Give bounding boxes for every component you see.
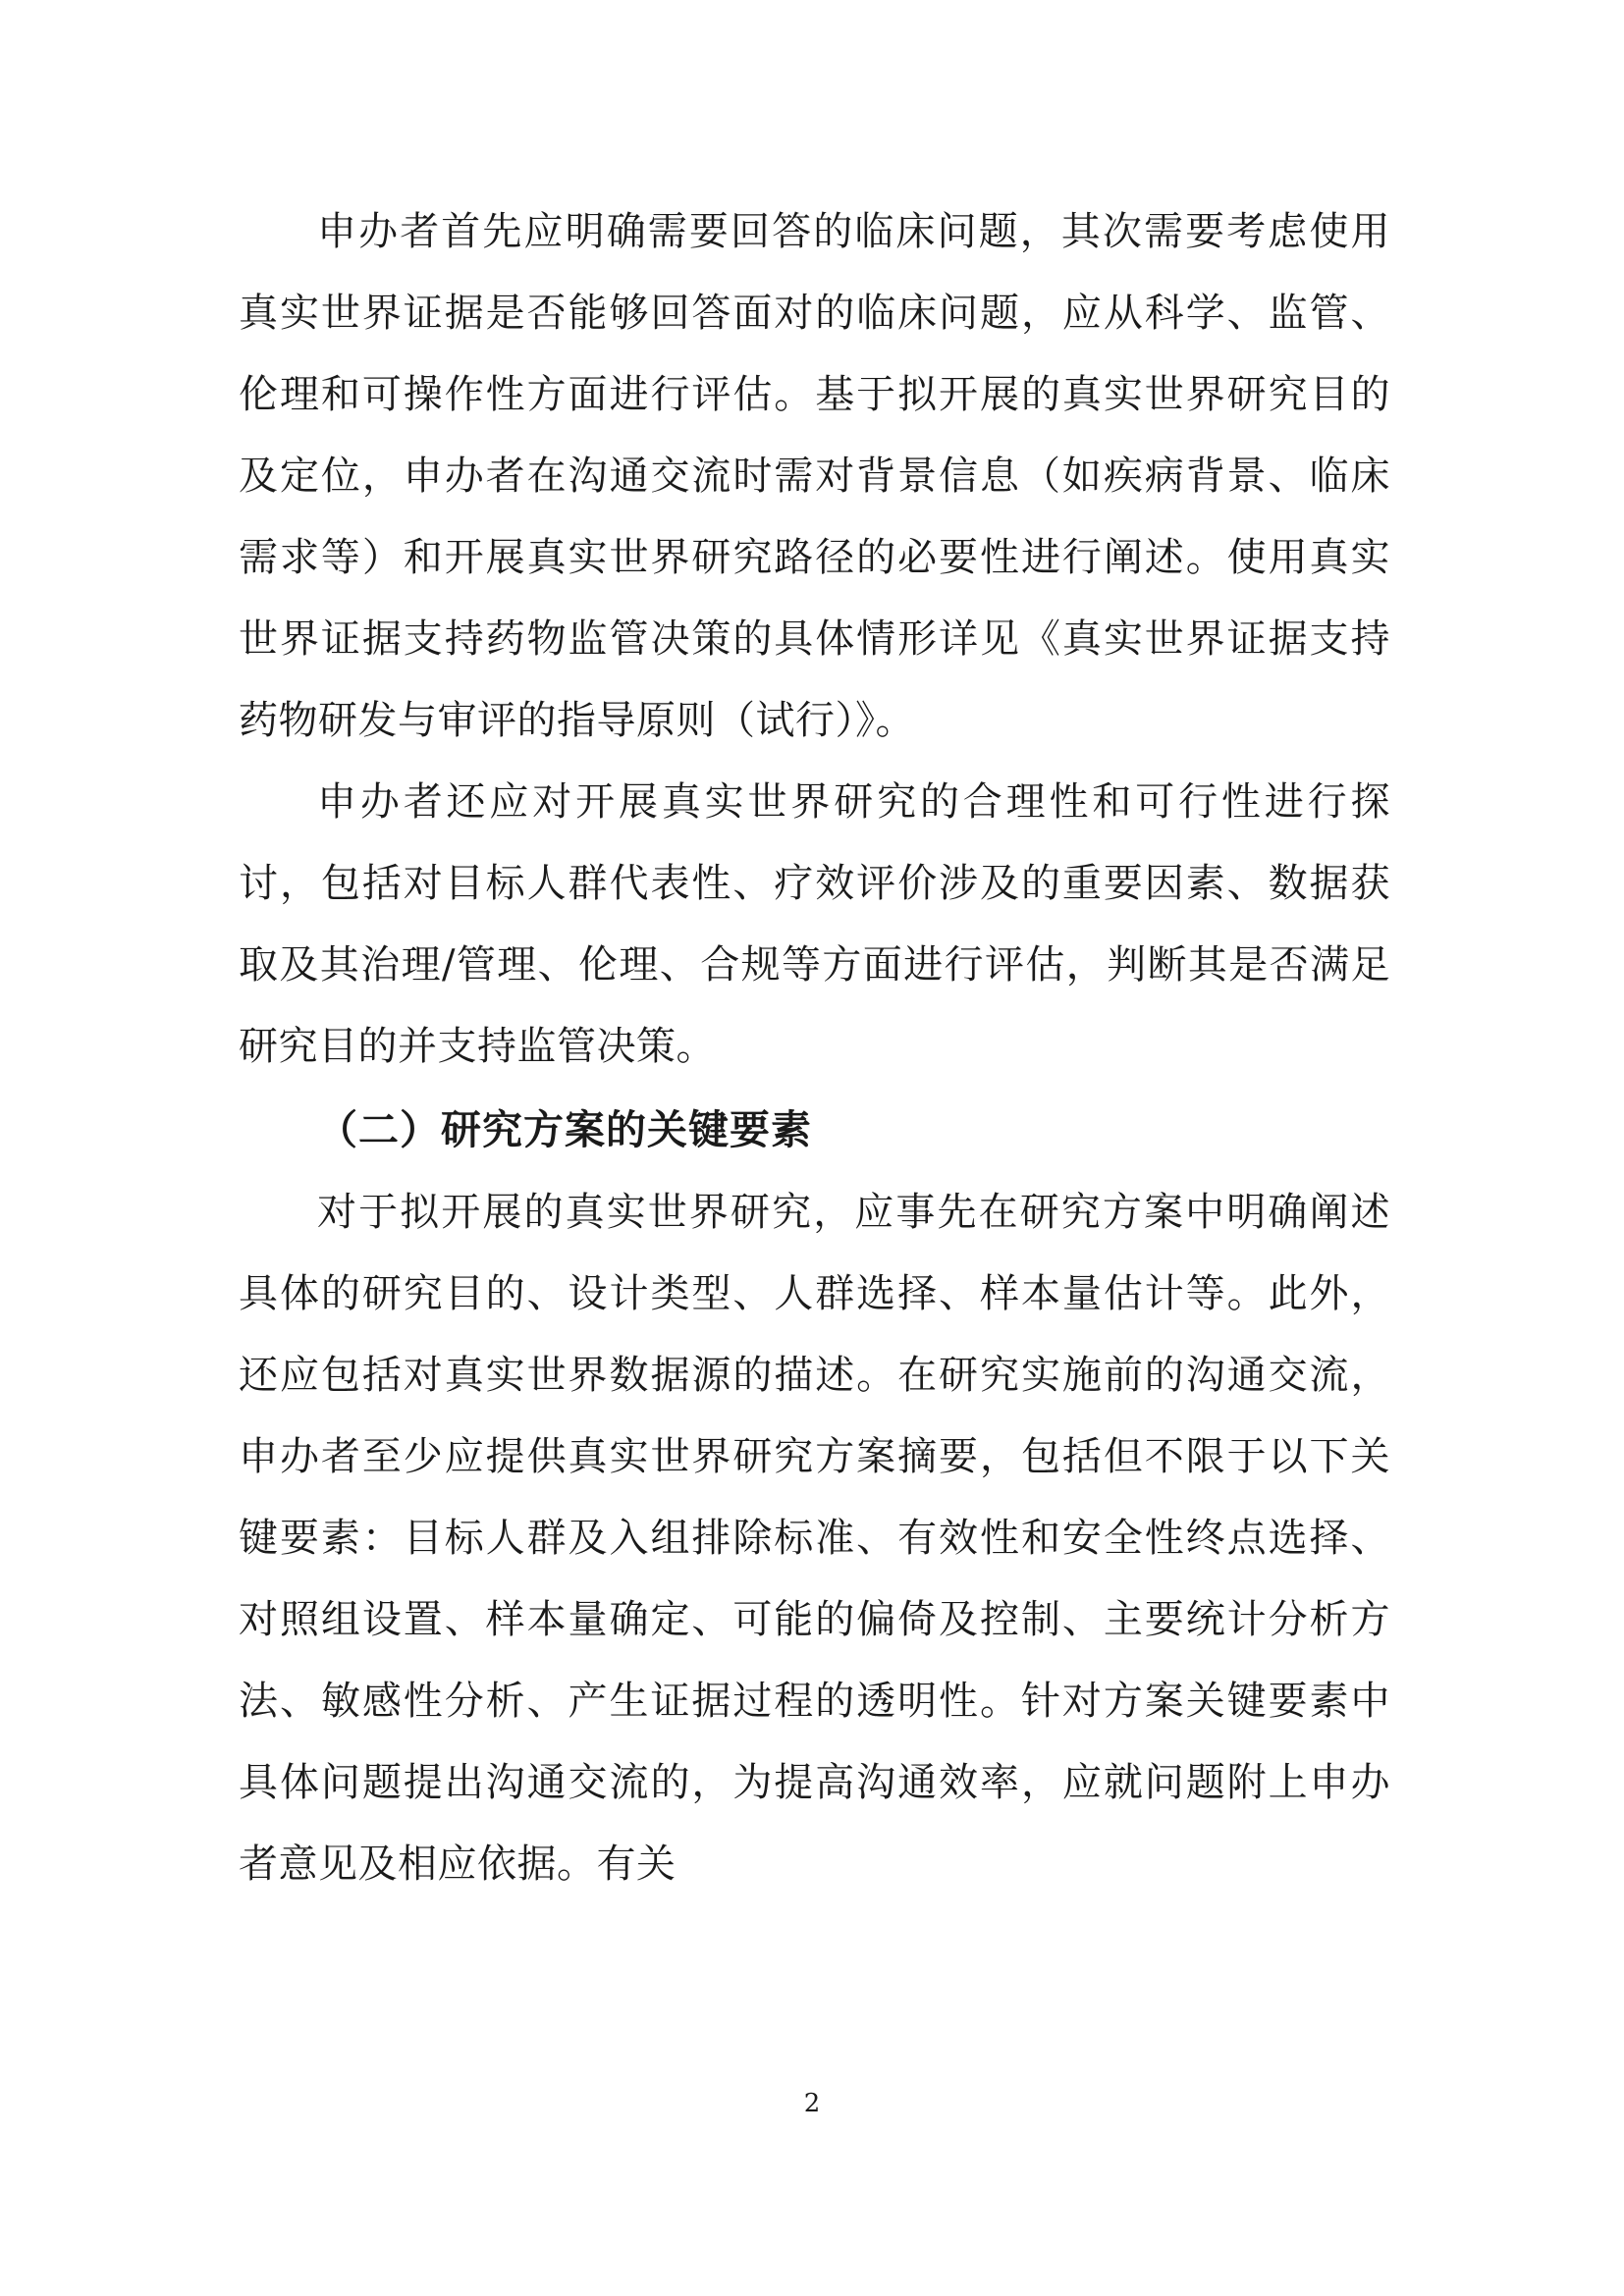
page-number: 2 — [803, 2089, 821, 2118]
section-heading-2: （二）研究方案的关键要素 — [317, 1106, 812, 1153]
page-content — [239, 191, 1390, 1905]
paragraph-1: 申办者首先应明确需要回答的临床问题，其次需要考虑使用真实世界证据是否能够回答面对的临床问题，应从科学、监管、伦理和可操作性方面进行评估。基于拟开展的真实世界研究目的及定位，申办者在沟通交流时需对背景信息（如疾病背景、临床需求等）和开展真实世界研究路径的必要性进行阐述。使用真实世界证据支持药物监管决策的具体情形详见《真实世界证据支持药物研发与审评的指导原则（试行）》。 — [239, 209, 1390, 743]
paragraph-3: 对于拟开展的真实世界研究，应事先在研究方案中明确阐述具体的研究目的、设计类型、人群选择、样本量估计等。此外，还应包括对真实世界数据源的描述。在研究实施前的沟通交流，申办者至少应提供真实世界研究方案摘要，包括但不限于以下关键要素：目标人群及入组排除标准、有效性和安全性终点选择、对照组设置、样本量确定、可能的偏倚及控制、主要统计分析方法、敏感性分析、产生证据过程的透明性。针对方案关键要素中具体问题提出沟通交流的，为提高沟通效率，应就问题附上申办者意见及相应依据。有关 — [239, 1190, 1390, 1887]
paragraph-2: 申办者还应对开展真实世界研究的合理性和可行性进行探讨，包括对目标人群代表性、疗效评价涉及的重要因素、数据获取及其治理/管理、伦理、合规等方面进行评估，判断其是否满足研究目的并支持监管决策。 — [239, 779, 1390, 1069]
